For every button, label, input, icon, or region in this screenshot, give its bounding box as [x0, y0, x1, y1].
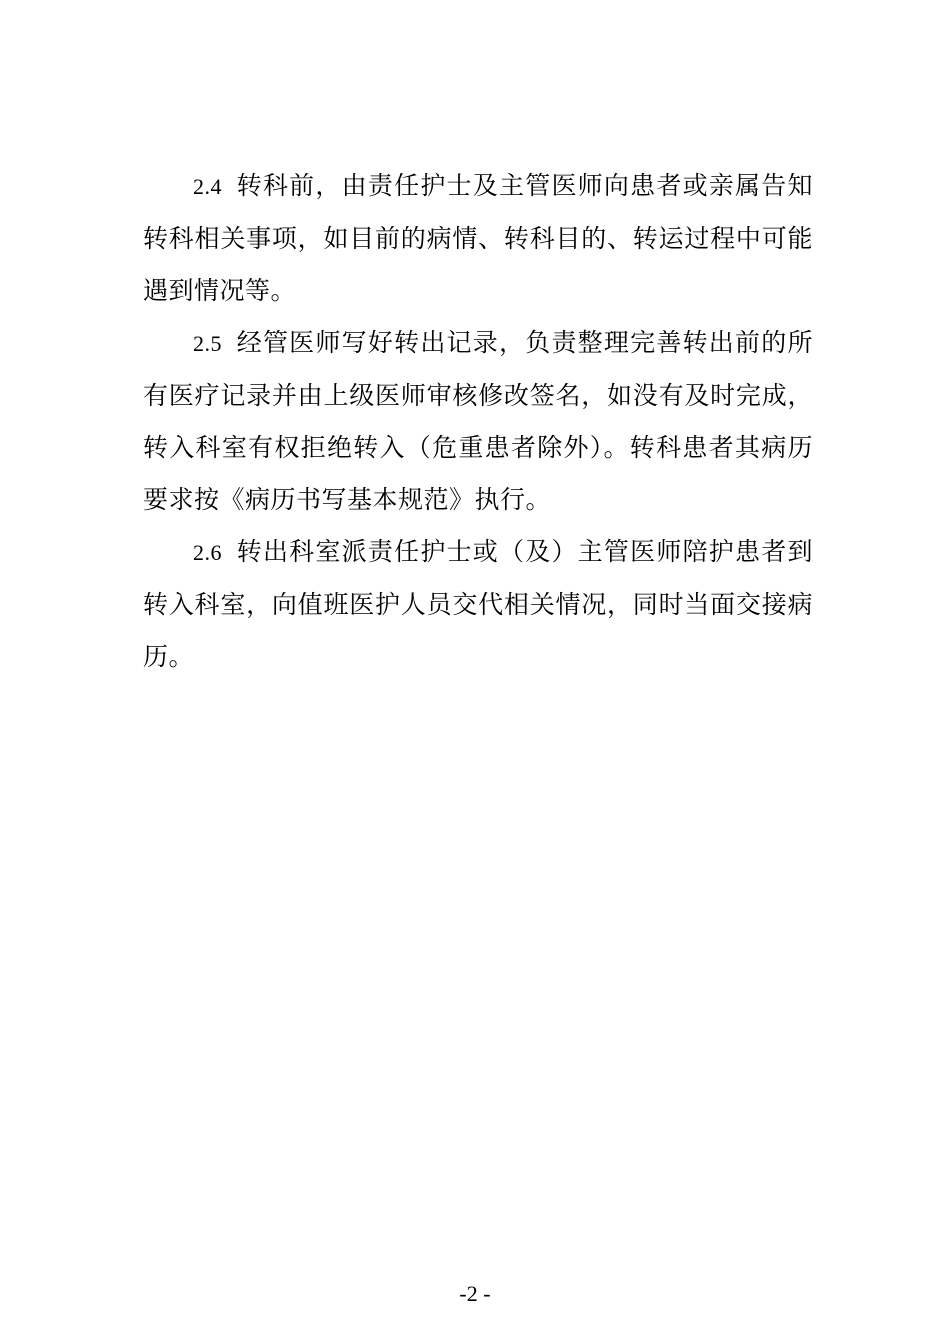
paragraph-text: 转科前，由责任护士及主管医师向患者或亲属告知转科相关事项，如目前的病情、转科目的、转运过程中可能遇到情况等。 — [143, 171, 813, 305]
paragraph-2-5 — [143, 317, 813, 526]
paragraph-2-6 — [143, 526, 813, 683]
paragraph-number: 2.4 — [193, 174, 222, 199]
paragraph-2-4 — [143, 160, 813, 317]
paragraph-number: 2.5 — [193, 331, 222, 356]
paragraph-number: 2.6 — [193, 540, 222, 565]
paragraph-text: 经管医师写好转出记录，负责整理完善转出前的所有医疗记录并由上级医师审核修改签名，如没有及时完成，转入科室有权拒绝转入（危重患者除外）。转科患者其病历要求按《病历书写基本规范》执行。 — [143, 328, 813, 514]
page-number: -2 - — [459, 1281, 491, 1306]
document-body — [143, 160, 813, 683]
paragraph-text: 转出科室派责任护士或（及）主管医师陪护患者到转入科室，向值班医护人员交代相关情况，同时当面交接病历。 — [143, 537, 813, 671]
